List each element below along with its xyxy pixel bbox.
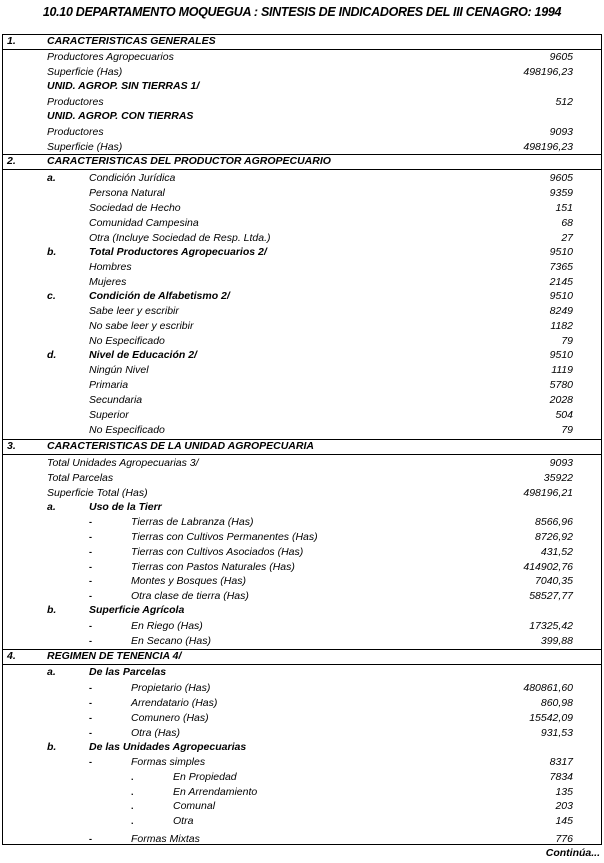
table-row	[3, 619, 601, 634]
table-row	[3, 740, 601, 755]
row-value: 8317	[549, 756, 573, 768]
row-value: 79	[561, 424, 573, 436]
table-row	[3, 334, 601, 349]
section-title: CARACTERISTICAS GENERALES	[47, 35, 216, 47]
table-row	[3, 603, 601, 618]
section-header-1	[3, 35, 601, 50]
row-label: UNID. AGROP. CON TIERRAS	[47, 110, 194, 122]
table-row	[3, 363, 601, 378]
row-value: 135	[555, 786, 573, 798]
row-value: 9093	[549, 457, 573, 469]
table-row	[3, 304, 601, 319]
bullet-icon: -	[89, 698, 92, 708]
section-number: 4.	[7, 650, 16, 662]
table-row	[3, 665, 601, 680]
row-letter: a.	[47, 666, 56, 678]
row-label: No sabe leer y escribir	[89, 320, 194, 332]
row-value: 9605	[549, 51, 573, 63]
row-value: 15542,09	[529, 712, 573, 724]
row-value: 860,98	[540, 697, 573, 709]
row-letter: b.	[47, 246, 57, 258]
row-value: 776	[555, 833, 573, 845]
table-row	[3, 50, 601, 65]
row-value: 27	[561, 232, 573, 244]
sub-bullet-icon: .	[131, 787, 134, 797]
row-label: Otra (Has)	[131, 727, 181, 739]
table-row	[3, 711, 601, 726]
section-header-3	[3, 439, 601, 455]
table-row	[3, 65, 601, 80]
row-value: 399,88	[540, 635, 573, 647]
row-value: 79	[561, 335, 573, 347]
table-row	[3, 832, 601, 847]
row-value: 498196,23	[523, 141, 573, 153]
row-value: 931,53	[540, 727, 573, 739]
table-row	[3, 486, 601, 501]
row-value: 8566,96	[535, 516, 573, 528]
row-value: 8726,92	[535, 531, 573, 543]
row-value: 431,52	[540, 546, 573, 558]
section-title: REGIMEN DE TENENCIA 4/	[47, 650, 182, 662]
row-label: No Especificado	[89, 424, 165, 436]
table-row	[3, 319, 601, 334]
bullet-icon: -	[89, 757, 92, 767]
table-row	[3, 245, 601, 260]
row-label: No Especificado	[89, 335, 165, 347]
row-letter: b.	[47, 741, 57, 753]
table-row	[3, 171, 601, 186]
bullet-icon: -	[89, 547, 92, 557]
row-label: Superficie (Has)	[47, 66, 123, 78]
table-row	[3, 125, 601, 140]
table-row	[3, 201, 601, 216]
row-label: Superficie Total (Has)	[47, 487, 148, 499]
row-value: 203	[555, 800, 573, 812]
table-row	[3, 799, 601, 814]
row-value: 1119	[551, 364, 573, 376]
table-row	[3, 681, 601, 696]
table-row	[3, 216, 601, 231]
row-label: Formas Mixtas	[131, 833, 200, 845]
row-value: 9510	[549, 290, 573, 302]
bullet-icon: -	[89, 713, 92, 723]
table-row	[3, 545, 601, 560]
row-label: Superficie Agrícola	[89, 604, 185, 616]
table-row	[3, 696, 601, 711]
row-letter: d.	[47, 349, 57, 361]
row-value: 414902,76	[523, 561, 573, 573]
row-label: De las Unidades Agropecuarias	[89, 741, 247, 753]
table-row	[3, 530, 601, 545]
row-value: 9510	[549, 246, 573, 258]
section-title: CARACTERISTICAS DEL PRODUCTOR AGROPECUARIO	[47, 155, 331, 167]
row-value: 7040,35	[535, 575, 573, 587]
table-row	[3, 140, 601, 155]
table-row	[3, 560, 601, 575]
table-row	[3, 574, 601, 589]
table-row	[3, 471, 601, 486]
row-label: UNID. AGROP. SIN TIERRAS 1/	[47, 80, 200, 92]
table-row	[3, 231, 601, 246]
table-row	[3, 456, 601, 471]
row-value: 5780	[549, 379, 573, 391]
row-label: Sociedad de Hecho	[89, 202, 181, 214]
row-label: Productores Agropecuarios	[47, 51, 174, 63]
indicators-table	[2, 34, 602, 845]
row-letter: a.	[47, 172, 56, 184]
bullet-icon: -	[89, 834, 92, 844]
bullet-icon: -	[89, 562, 92, 572]
row-label: Productores	[47, 126, 104, 138]
row-value: 9359	[549, 187, 573, 199]
page-title: 10.10 DEPARTAMENTO MOQUEGUA : SINTESIS DE INDICADORES DEL III CENAGRO: 1994	[42, 5, 562, 19]
bullet-icon: -	[89, 621, 92, 631]
table-row	[3, 770, 601, 785]
table-row	[3, 393, 601, 408]
row-label: Tierras con Cultivos Asociados (Has)	[131, 546, 304, 558]
row-value: 151	[555, 202, 573, 214]
row-value: 68	[561, 217, 573, 229]
section-header-4	[3, 649, 601, 665]
section-number: 1.	[7, 35, 16, 47]
bullet-icon: -	[89, 576, 92, 586]
row-value: 58527,77	[529, 590, 573, 602]
row-label: Superficie (Has)	[47, 141, 123, 153]
bullet-icon: -	[89, 683, 92, 693]
row-value: 512	[555, 96, 573, 108]
table-row	[3, 289, 601, 304]
row-label: Arrendatario (Has)	[131, 697, 218, 709]
table-row	[3, 79, 601, 94]
row-label: Condición Jurídica	[89, 172, 176, 184]
row-value: 498196,23	[523, 66, 573, 78]
table-row	[3, 500, 601, 515]
table-row	[3, 423, 601, 438]
row-value: 9510	[549, 349, 573, 361]
table-row	[3, 95, 601, 110]
bullet-icon: -	[89, 532, 92, 542]
sub-bullet-icon: .	[131, 801, 134, 811]
row-label: Tierras de Labranza (Has)	[131, 516, 254, 528]
bullet-icon: -	[89, 517, 92, 527]
section-title: CARACTERISTICAS DE LA UNIDAD AGROPECUARIA	[47, 440, 314, 452]
row-value: 1182	[550, 320, 573, 332]
row-label: En Propiedad	[173, 771, 237, 783]
section-header-2	[3, 154, 601, 170]
row-label: En Arrendamiento	[173, 786, 258, 798]
row-label: Superior	[89, 409, 129, 421]
row-label: Comunal	[173, 800, 216, 812]
table-row	[3, 814, 601, 829]
row-label: En Secano (Has)	[131, 635, 211, 647]
table-row	[3, 378, 601, 393]
row-label: Tierras con Pastos Naturales (Has)	[131, 561, 295, 573]
continues-label: Continúa...	[545, 847, 600, 859]
row-label: Otra	[173, 815, 194, 827]
row-value: 8249	[549, 305, 573, 317]
row-label: Total Productores Agropecuarios 2/	[89, 246, 267, 258]
row-value: 498196,21	[523, 487, 573, 499]
row-value: 145	[555, 815, 573, 827]
bullet-icon: -	[89, 728, 92, 738]
row-label: De las Parcelas	[89, 666, 167, 678]
row-value: 9605	[549, 172, 573, 184]
row-label: Sabe leer y escribir	[89, 305, 179, 317]
row-value: 17325,42	[529, 620, 573, 632]
row-value: 480861,60	[523, 682, 573, 694]
table-row	[3, 634, 601, 649]
row-label: Primaria	[89, 379, 129, 391]
row-letter: b.	[47, 604, 57, 616]
row-label: Comunero (Has)	[131, 712, 209, 724]
row-label: Hombres	[89, 261, 132, 273]
table-row	[3, 109, 601, 124]
row-label: Otra (Incluye Sociedad de Resp. Ltda.)	[89, 232, 271, 244]
table-row	[3, 275, 601, 290]
row-label: Comunidad Campesina	[89, 217, 199, 229]
row-label: Nivel de Educación 2/	[89, 349, 197, 361]
row-label: Uso de la Tierr	[89, 501, 162, 513]
row-label: En Riego (Has)	[131, 620, 203, 632]
row-letter: c.	[47, 290, 56, 302]
row-value: 504	[555, 409, 573, 421]
section-number: 3.	[7, 440, 16, 452]
row-label: Productores	[47, 96, 104, 108]
table-row	[3, 186, 601, 201]
row-value: 7365	[549, 261, 573, 273]
table-row	[3, 755, 601, 770]
table-row	[3, 260, 601, 275]
row-value: 2145	[549, 276, 573, 288]
row-label: Condición de Alfabetismo 2/	[89, 290, 230, 302]
row-label: Mujeres	[89, 276, 127, 288]
row-label: Ningún Nivel	[89, 364, 149, 376]
row-label: Persona Natural	[89, 187, 165, 199]
table-row	[3, 726, 601, 741]
table-row	[3, 515, 601, 530]
row-label: Total Unidades Agropecuarias 3/	[47, 457, 199, 469]
section-number: 2.	[7, 155, 16, 167]
row-label: Propietario (Has)	[131, 682, 211, 694]
row-label: Montes y Bosques (Has)	[131, 575, 246, 587]
row-value: 2028	[549, 394, 573, 406]
sub-bullet-icon: .	[131, 816, 134, 826]
row-value: 7834	[549, 771, 573, 783]
row-value: 35922	[543, 472, 573, 484]
table-row	[3, 348, 601, 363]
sub-bullet-icon: .	[131, 772, 134, 782]
row-letter: a.	[47, 501, 56, 513]
table-row	[3, 589, 601, 604]
row-label: Secundaria	[89, 394, 143, 406]
row-label: Total Parcelas	[47, 472, 114, 484]
row-label: Tierras con Cultivos Permanentes (Has)	[131, 531, 318, 543]
row-label: Otra clase de tierra (Has)	[131, 590, 249, 602]
bullet-icon: -	[89, 636, 92, 646]
bullet-icon: -	[89, 591, 92, 601]
table-row	[3, 408, 601, 423]
table-row	[3, 785, 601, 800]
row-value: 9093	[549, 126, 573, 138]
row-label: Formas simples	[131, 756, 206, 768]
